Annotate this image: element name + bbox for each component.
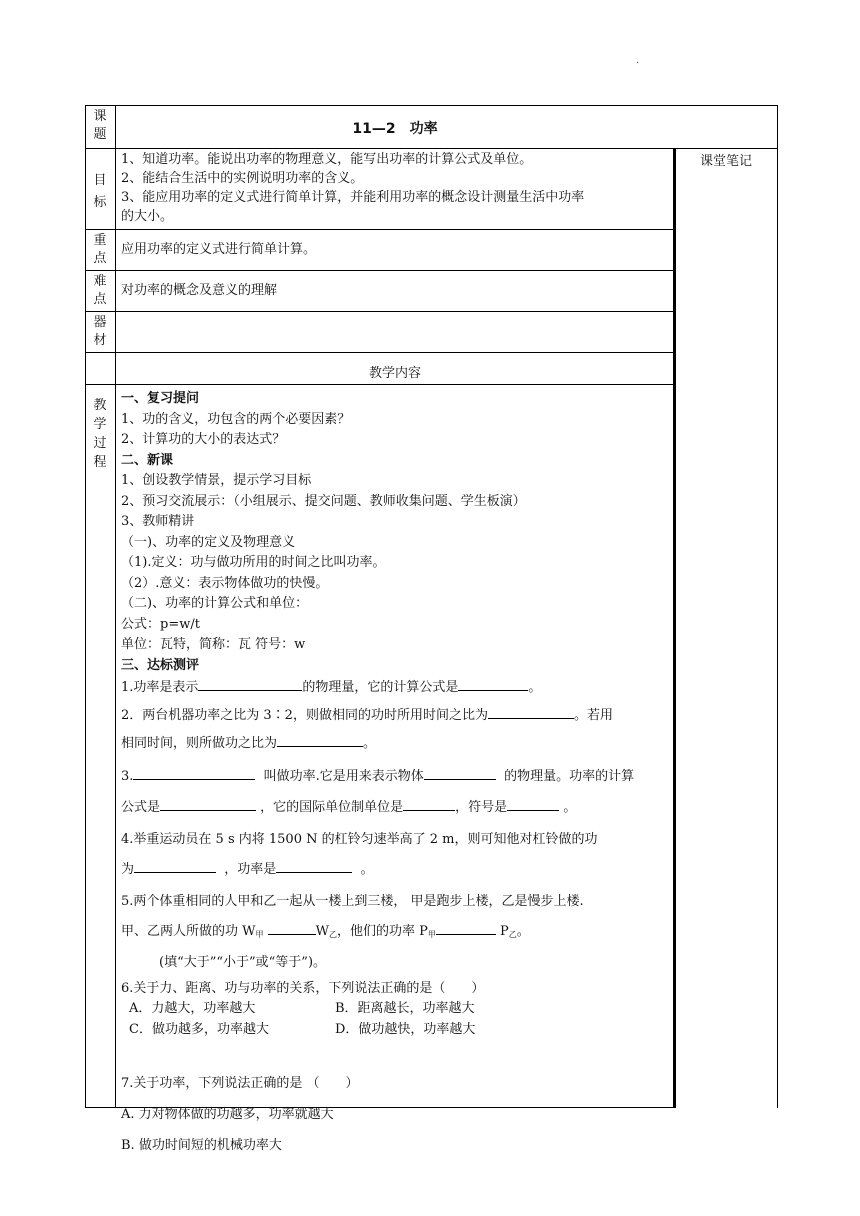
goals-text xyxy=(121,150,671,226)
question-6-options xyxy=(121,1020,671,1041)
blank[interactable] xyxy=(160,796,256,811)
table-rule xyxy=(85,352,674,353)
label-topic: 课 题 xyxy=(93,109,107,142)
question-6: 6.关于力、距离、功与功率的关系，下列说法正确的是（ ） xyxy=(121,980,485,996)
label-process: 教 学 过 程 xyxy=(93,398,107,470)
difficulty-text: 对功率的概念及意义的理解 xyxy=(121,283,278,298)
new-line: 1、创设教学情景，提示学习目标 xyxy=(121,473,312,488)
notes-header: 课堂笔记 xyxy=(699,154,752,169)
page-dot: · xyxy=(636,58,640,69)
blank[interactable] xyxy=(403,796,455,811)
option-c[interactable]: C．做功越多，功率越大 xyxy=(129,1021,269,1037)
blank[interactable] xyxy=(277,732,363,747)
question-6-options xyxy=(121,999,671,1020)
option-d[interactable]: D．做功越快，功率越大 xyxy=(335,1021,476,1037)
blank[interactable] xyxy=(198,676,302,691)
table-rule xyxy=(85,384,674,385)
blank[interactable] xyxy=(424,765,496,780)
question-2-cont: 相同时间，则所做功之比为 。 xyxy=(121,730,671,758)
option-b[interactable]: B．距离越长，功率越大 xyxy=(335,1001,475,1016)
new-line: （1).定义：功与做功所用的时间之比叫功率。 xyxy=(121,555,386,570)
table-border-right xyxy=(777,105,778,1108)
goal-line: 2、能结合生活中的实例说明功率的含义。 xyxy=(121,171,364,186)
content-header: 教学内容 xyxy=(368,366,421,381)
blank[interactable] xyxy=(488,704,574,719)
blank[interactable] xyxy=(133,765,255,780)
label-equipment: 器 材 xyxy=(93,315,107,348)
formula-line: 公式：p=w/t xyxy=(121,616,200,632)
goal-line: 1、知道功率。能说出功率的物理意义，能写出功率的计算公式及单位。 xyxy=(121,152,533,167)
blank[interactable] xyxy=(134,858,216,873)
new-line: 2、预习交流展示：（小组展示、提交问题、教师收集问题、学生板演） xyxy=(121,493,526,509)
question-4-cont: 为 ，功率是 。 xyxy=(121,856,671,884)
review-question: 2、计算功的大小的表达式？ xyxy=(121,432,286,447)
label-focus: 重 点 xyxy=(93,233,107,266)
table-border-top xyxy=(85,105,778,106)
option-b[interactable]: B. 做功时间短的机械功率大 xyxy=(121,1138,282,1153)
new-line: （一)、功率的定义及物理意义 xyxy=(121,534,296,550)
section-test-title: 三、达标测评 xyxy=(121,657,200,673)
new-line: （二)、功率的计算公式和单位： xyxy=(121,596,309,611)
label-difficulty: 难 点 xyxy=(93,274,107,307)
review-question: 1、功的含义，功包含的两个必要因素？ xyxy=(121,411,351,427)
question-5-hint: (填“大于”“小于”或“等于”)。 xyxy=(159,954,327,970)
table-rule xyxy=(85,311,674,312)
lesson-title: 11—2 功率 xyxy=(352,121,438,137)
new-line: （2）.意义：表示物体做功的快慢。 xyxy=(121,575,329,591)
table-rule xyxy=(85,229,674,230)
option-a[interactable]: A. 力对物体做的功越多，功率就越大 xyxy=(121,1107,334,1122)
blank[interactable] xyxy=(276,858,352,873)
focus-text: 应用功率的定义式进行简单计算。 xyxy=(121,242,317,257)
table-col-rule xyxy=(673,148,676,1108)
question-5-cont: 甲、乙两人所做的功 $W_甲$ $W_乙$，他们的功率 $P_甲$ $P_乙$。 xyxy=(121,918,671,949)
question-4: 4.举重运动员在 5 s 内将 1500 N 的杠铃匀速举高了 2 m，则可知他对杠铃做的功 xyxy=(121,831,598,847)
teaching-content xyxy=(121,389,671,1160)
goal-line: 的大小。 xyxy=(121,209,174,224)
blank[interactable] xyxy=(268,920,316,935)
question-7: 7.关于功率，下列说法正确的是 （ ） xyxy=(121,1076,359,1091)
table-rule xyxy=(85,270,674,271)
blank[interactable] xyxy=(436,920,496,935)
question-2: 2．两台机器功率之比为 3∶2，则做相同的功时所用时间之比为 。若用 xyxy=(121,702,671,730)
table-col-rule xyxy=(115,105,116,1108)
blank[interactable] xyxy=(507,796,559,811)
section-review-title: 一、复习提问 xyxy=(121,391,200,406)
question-5: 5.两个体重相同的人甲和乙一起从一楼上到三楼， 甲是跑步上楼，乙是慢步上楼. xyxy=(121,893,584,909)
new-line: 3、教师精讲 xyxy=(121,514,195,529)
blank[interactable] xyxy=(458,676,528,691)
label-goals: 目 标 xyxy=(93,173,107,210)
question-1: 1.功率是表示 的物理量，它的计算公式是 。 xyxy=(121,676,671,699)
option-a[interactable]: A．力越大，功率越大 xyxy=(129,1001,256,1016)
unit-line: 单位：瓦特，简称：瓦 符号：w xyxy=(121,637,306,652)
question-3-cont: 公式是 ，它的国际单位制单位是 ，符号是 。 xyxy=(121,794,671,822)
goal-line: 3、能应用功率的定义式进行简单计算，并能利用功率的概念设计测量生活中功率 xyxy=(121,190,585,205)
question-3: 3. 叫做功率.它是用来表示物体 的物理量。功率的计算 xyxy=(121,763,671,791)
section-new-title: 二、新课 xyxy=(121,452,174,468)
